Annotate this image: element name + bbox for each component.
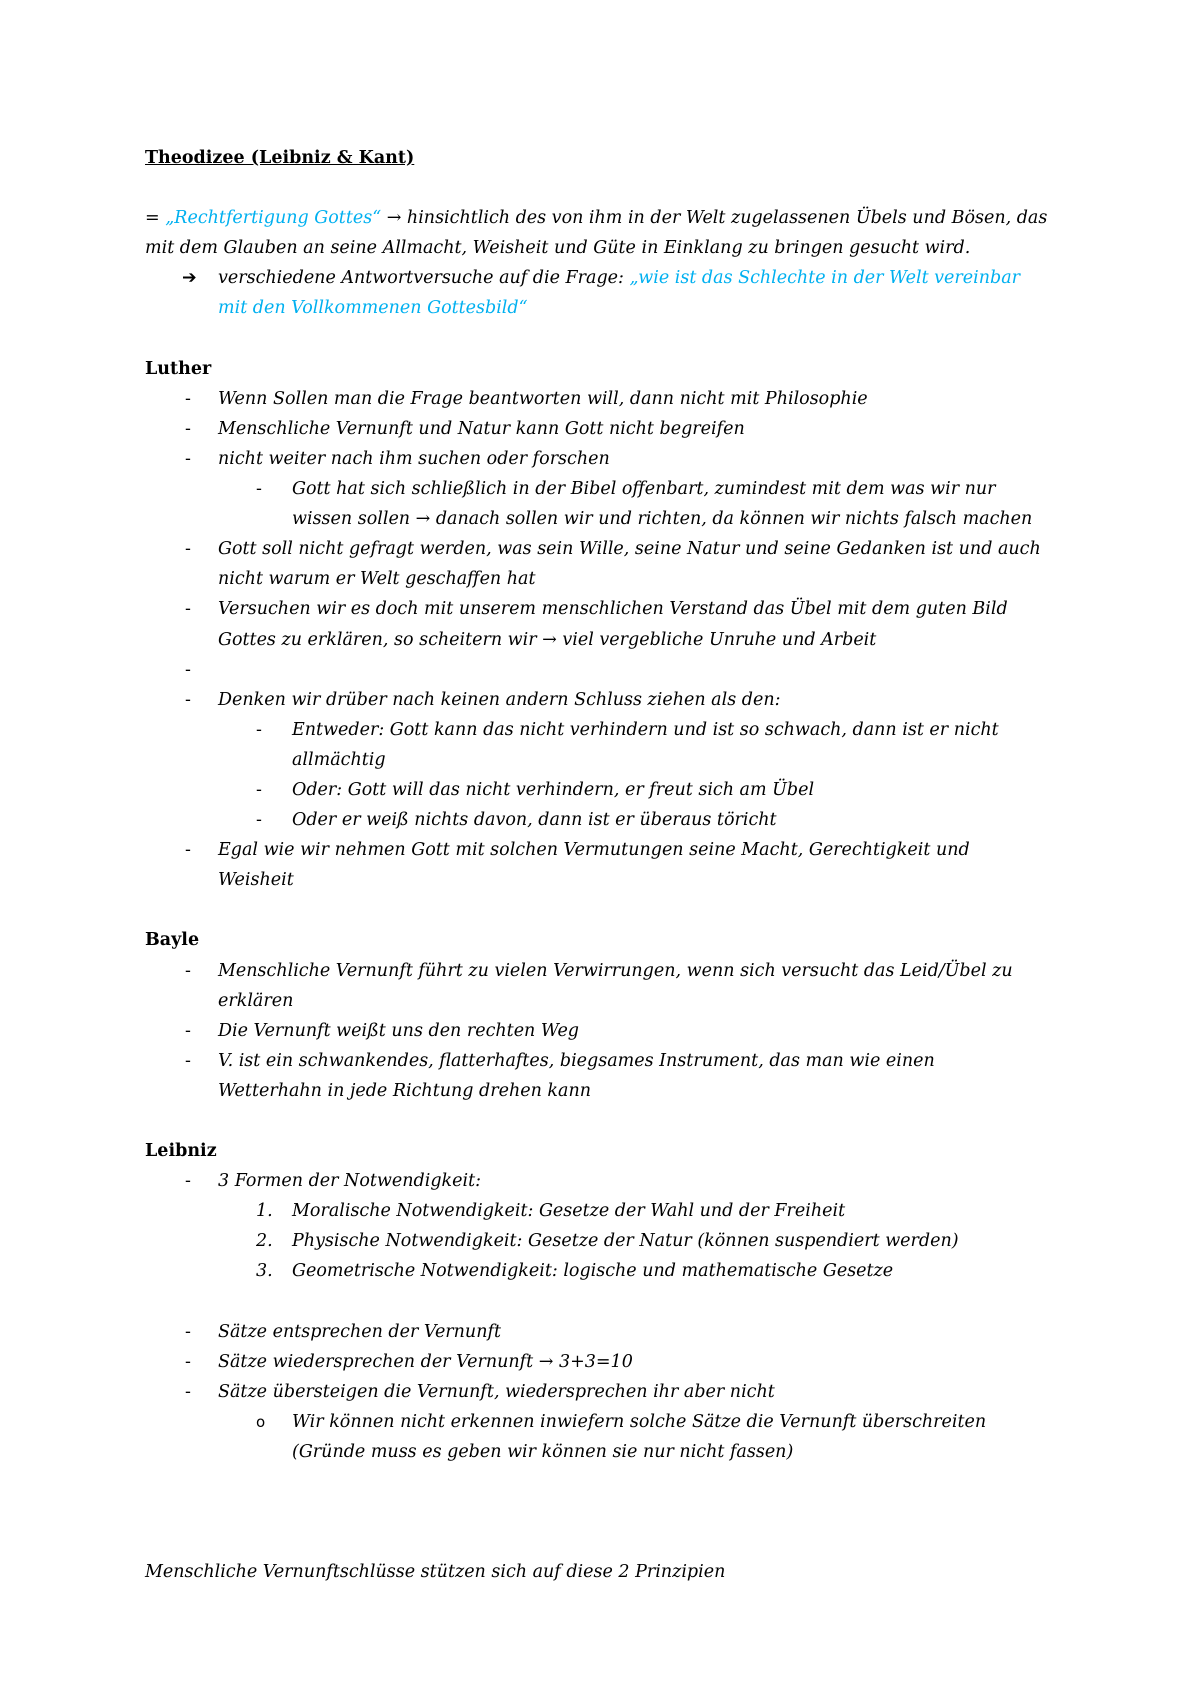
dash-bullet: - xyxy=(185,448,191,469)
sub-list-item-text: Oder er weiß nichts davon, dann ist er überaus töricht xyxy=(292,810,777,831)
numbered-list-item xyxy=(145,1196,1175,1226)
list-item-text: nicht weiter nach ihm suchen oder forschen xyxy=(218,448,610,469)
section-heading-luther: Luther xyxy=(145,358,212,379)
page-title: Theodizee (Leibniz & Kant) xyxy=(145,148,415,168)
list-item xyxy=(145,1046,1175,1106)
numbered-list-item-text: Geometrische Notwendigkeit: logische und mathematische Gesetze xyxy=(292,1261,894,1282)
dash-bullet: - xyxy=(185,689,191,710)
sub-list-item xyxy=(145,474,1175,534)
dash-bullet: - xyxy=(185,1351,191,1372)
arrow-bullet-icon: ➔ xyxy=(182,268,197,289)
list-item xyxy=(145,1317,1175,1347)
dash-bullet: - xyxy=(185,840,191,861)
intro-prefix: = xyxy=(145,208,166,229)
dash-bullet: - xyxy=(256,479,262,500)
dash-bullet: - xyxy=(185,388,191,409)
dash-bullet: - xyxy=(256,719,262,740)
list-item-text: Denken wir drüber nach keinen andern Schluss ziehen als den: xyxy=(218,689,781,710)
list-item-text: Wenn Sollen man die Frage beantworten will, dann nicht mit Philosophie xyxy=(218,388,868,409)
circle-bullet: o xyxy=(256,1412,266,1431)
sub-list-item-text: Oder: Gott will das nicht verhindern, er freut sich am Übel xyxy=(292,779,815,800)
list-item xyxy=(145,1347,1175,1377)
list-item xyxy=(145,956,1175,1016)
list-item xyxy=(145,1166,1175,1196)
dash-bullet: - xyxy=(256,810,262,831)
dash-bullet: - xyxy=(185,1050,191,1071)
list-item xyxy=(145,534,1175,594)
list-item-text: 3 Formen der Notwendigkeit: xyxy=(218,1171,482,1192)
dash-bullet: - xyxy=(185,659,191,680)
sub-list-item-text: Entweder: Gott kann das nicht verhindern und ist so schwach, dann ist er nicht allmächtig xyxy=(292,719,999,770)
list-number: 3. xyxy=(256,1261,273,1282)
list-item-text: V. ist ein schwankendes, flatterhaftes, biegsames Instrument, das man wie einen Wetterhahn in jede Richtung drehen kann xyxy=(218,1050,935,1101)
numbered-list-item-text: Physische Notwendigkeit: Gesetze der Natur (können suspendiert werden) xyxy=(292,1231,959,1252)
list-item-text: Gott soll nicht gefragt werden, was sein Wille, seine Natur und seine Gedanken ist und auch nicht warum er Welt geschaffen hat xyxy=(218,539,1041,590)
intro-text: → hinsichtlich des von ihm in der Welt zugelassenen Übels und Bösen, das mit dem Glauben an seine Allmacht, Weisheit und Güte in Einklang zu bringen gesucht wird. xyxy=(145,208,1048,259)
list-item-text: Die Vernunft weißt uns den rechten Weg xyxy=(218,1020,580,1041)
list-item-text: Egal wie wir nehmen Gott mit solchen Vermutungen seine Macht, Gerechtigkeit und Weisheit xyxy=(218,840,970,891)
intro-highlight: „Rechtfertigung Gottes“ xyxy=(165,208,382,229)
numbered-list-item-text: Moralische Notwendigkeit: Gesetze der Wahl und der Freiheit xyxy=(292,1201,846,1222)
list-item xyxy=(145,1377,1175,1407)
intro-paragraph xyxy=(145,203,1175,263)
list-item xyxy=(145,685,1175,715)
list-item-text: Versuchen wir es doch mit unserem menschlichen Verstand das Übel mit dem guten Bild Gottes zu erklären, so scheitern wir → viel vergebliche Unruhe und Arbeit xyxy=(218,599,1008,650)
dash-bullet: - xyxy=(185,1171,191,1192)
intro-bullet-highlight: „wie ist das Schlechte in der Welt vereinbar mit den Vollkommenen Gottesbild“ xyxy=(218,268,1021,319)
list-item-text: Sätze wiedersprechen der Vernunft → 3+3=10 xyxy=(218,1351,633,1372)
section-heading-bayle: Bayle xyxy=(145,930,200,951)
sub-list-item xyxy=(145,805,1175,835)
list-item xyxy=(145,1016,1175,1046)
intro-bullet-text: verschiedene Antwortversuche auf die Frage: xyxy=(218,268,630,289)
list-number: 1. xyxy=(256,1201,273,1222)
dash-bullet: - xyxy=(185,1321,191,1342)
list-item xyxy=(145,835,1175,895)
sub-list-item xyxy=(145,775,1175,805)
intro-arrow-bullet xyxy=(145,263,1175,323)
numbered-list-item xyxy=(145,1226,1175,1256)
sub-list-item-text: Wir können nicht erkennen inwiefern solche Sätze die Vernunft überschreiten (Gründe muss es geben wir können sie nur nicht fassen) xyxy=(292,1411,987,1463)
closing-line: Menschliche Vernunftschlüsse stützen sich auf diese 2 Prinzipien xyxy=(145,1562,726,1583)
sub-list-item-text: Gott hat sich schließlich in der Bibel offenbart, zumindest mit dem was wir nur wissen sollen → danach sollen wir und richten, da können wir nichts falsch machen xyxy=(292,479,1033,530)
list-item xyxy=(145,414,1175,444)
list-item-text: Sätze übersteigen die Vernunft, wiedersprechen ihr aber nicht xyxy=(218,1381,775,1402)
list-item-text: Menschliche Vernunft und Natur kann Gott nicht begreifen xyxy=(218,418,745,439)
list-item xyxy=(145,594,1175,654)
dash-bullet: - xyxy=(256,779,262,800)
list-item xyxy=(145,444,1175,474)
list-item xyxy=(145,384,1175,414)
dash-bullet: - xyxy=(185,960,191,981)
list-item-text: Menschliche Vernunft führt zu vielen Verwirrungen, wenn sich versucht das Leid/Übel zu erklären xyxy=(218,960,1013,1011)
sub-list-item xyxy=(145,715,1175,775)
list-number: 2. xyxy=(256,1231,273,1252)
numbered-list-item xyxy=(145,1256,1175,1286)
dash-bullet: - xyxy=(185,1020,191,1041)
document-content xyxy=(145,143,1175,1588)
dash-bullet: - xyxy=(185,539,191,560)
dash-bullet: - xyxy=(185,599,191,620)
sub-list-item xyxy=(145,1407,1175,1467)
list-item-empty xyxy=(145,655,1175,685)
section-heading-leibniz: Leibniz xyxy=(145,1141,217,1162)
dash-bullet: - xyxy=(185,1381,191,1402)
list-item-text: Sätze entsprechen der Vernunft xyxy=(218,1321,501,1342)
dash-bullet: - xyxy=(185,418,191,439)
